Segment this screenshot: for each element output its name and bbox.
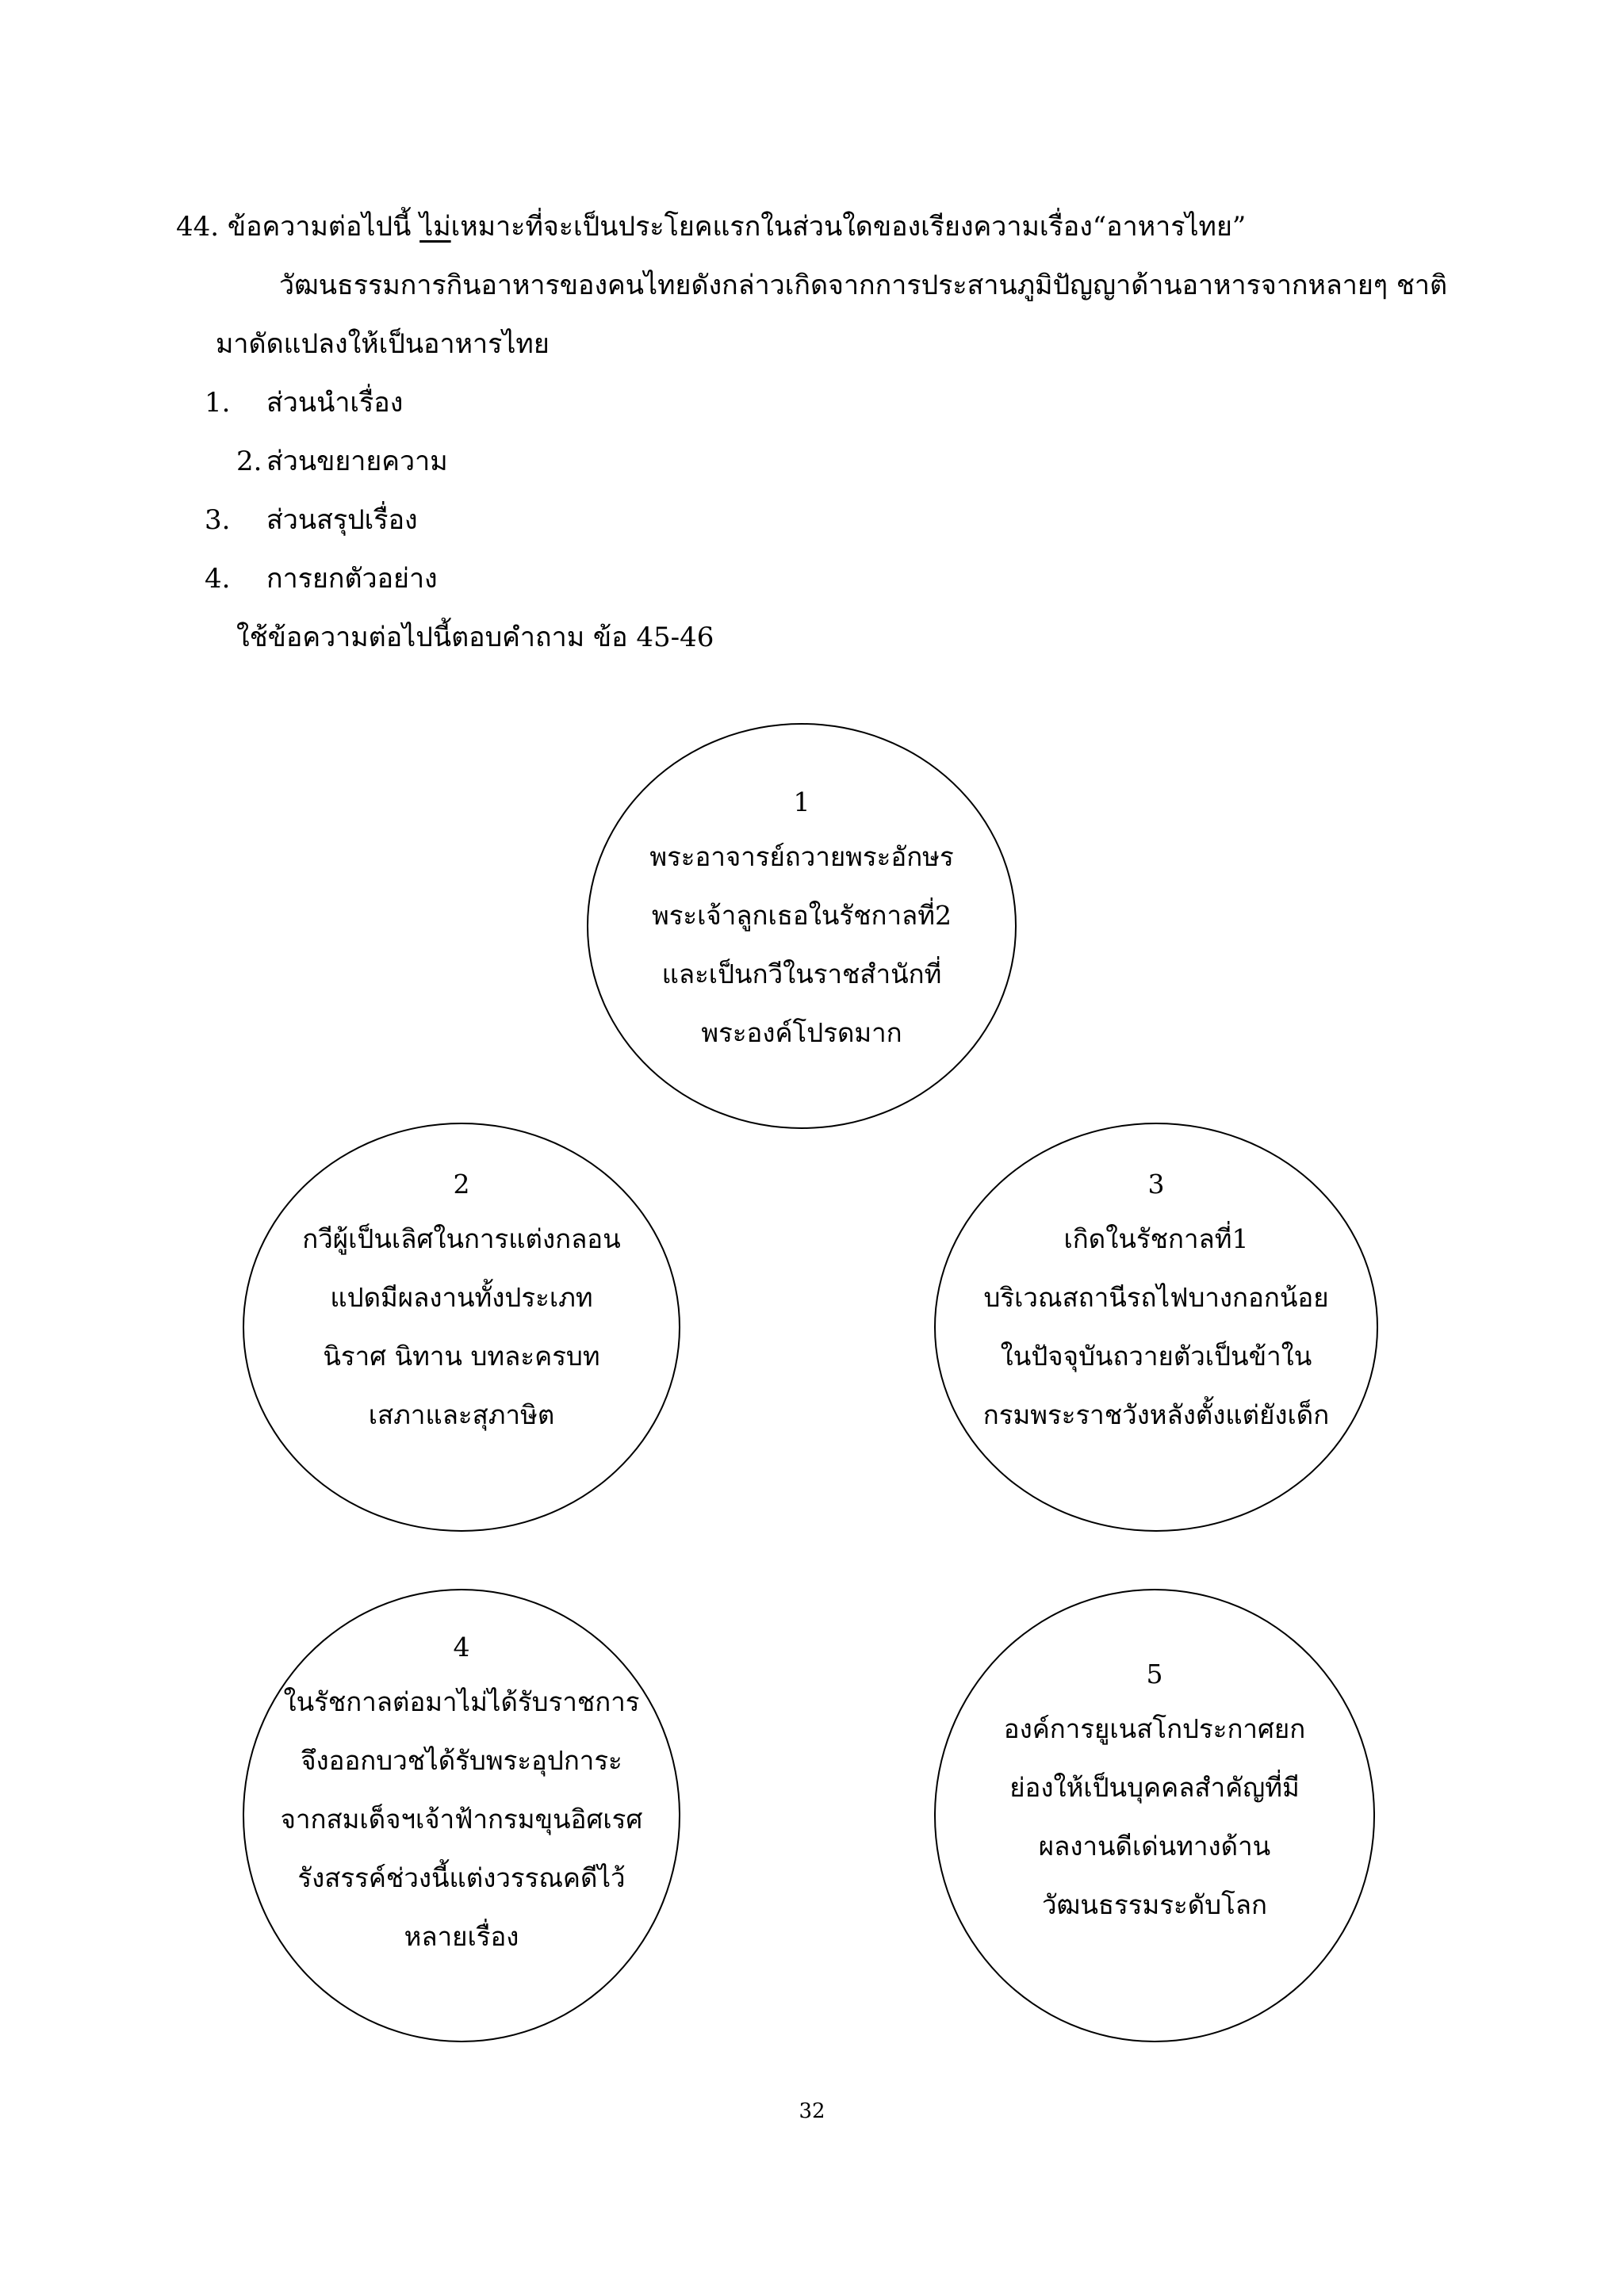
option-3 xyxy=(205,503,418,538)
circle-text-line: ผลงานดีเด่นทางด้าน xyxy=(1038,1831,1271,1862)
circle-number: 5 xyxy=(1146,1659,1163,1689)
circle-number: 2 xyxy=(453,1169,470,1200)
circle-number: 1 xyxy=(793,786,810,817)
circle-text-line: ในรัชกาลต่อมาไม่ได้รับราชการ xyxy=(283,1686,640,1717)
circle-text-line: ย่องให้เป็นบุคคลสำคัญที่มี xyxy=(1009,1772,1300,1803)
question-44-underlined-word: ไม่ xyxy=(419,211,451,243)
passage-line-2: มาดัดแปลงให้เป็นอาหารไทย xyxy=(216,328,550,360)
option-number: 3. xyxy=(205,504,231,536)
option-number: 4. xyxy=(205,563,231,595)
option-text: ส่วนขยายความ xyxy=(266,446,448,477)
question-44-suffix: เหมาะที่จะเป็นประโยคแรกในส่วนใดของเรียงความเรื่อง“อาหารไทย” xyxy=(450,211,1247,243)
circle-text-line: และเป็นกวีในราชสำนักที่ xyxy=(661,959,942,989)
option-4 xyxy=(205,561,438,596)
circle-text-line: กวีผู้เป็นเลิศในการแต่งกลอน xyxy=(302,1223,621,1254)
question-44-prefix: 44. ข้อความต่อไปนี้ xyxy=(176,211,420,243)
circle-text-line: นิราศ นิทาน บทละครบท xyxy=(323,1341,600,1372)
circle-text-line: จึงออกบวชได้รับพระอุปการะ xyxy=(301,1745,622,1776)
circle-text-line: พระเจ้าลูกเธอในรัชกาลที่2 xyxy=(651,900,952,931)
circle-text-line: กรมพระราชวังหลังตั้งแต่ยังเด็ก xyxy=(982,1399,1330,1430)
circle-2 xyxy=(243,1123,680,1532)
option-text: ส่วนสรุปเรื่อง xyxy=(266,504,418,536)
instruction-45-46: ใช้ข้อความต่อไปนี้ตอบคำถาม ข้อ 45-46 xyxy=(236,622,714,653)
option-text: การยกตัวอย่าง xyxy=(266,563,438,595)
circle-text-line: เกิดในรัชกาลที่1 xyxy=(1063,1223,1249,1254)
circle-text-line: ในปัจจุบันถวายตัวเป็นข้าใน xyxy=(1000,1341,1312,1372)
circle-text-line: จากสมเด็จฯเจ้าฟ้ากรมขุนอิศเรศ xyxy=(280,1804,643,1835)
circle-4 xyxy=(243,1589,680,2042)
circle-text-line: วัฒนธรรมระดับโลก xyxy=(1042,1889,1267,1920)
circle-3 xyxy=(934,1123,1378,1532)
option-number: 1. xyxy=(205,387,231,419)
option-1 xyxy=(205,385,403,420)
option-text: ส่วนนำเรื่อง xyxy=(266,387,404,419)
circle-text-line: รังสรรค์ช่วงนี้แต่งวรรณคดีไว้ xyxy=(297,1862,626,1893)
page-number: 32 xyxy=(799,2099,825,2123)
circle-text-line: พระอาจารย์ถวายพระอักษร xyxy=(649,841,954,872)
option-2 xyxy=(236,444,448,479)
circle-number: 3 xyxy=(1147,1169,1165,1200)
circle-5 xyxy=(934,1589,1375,2042)
option-number: 2. xyxy=(236,446,262,477)
circle-1 xyxy=(587,723,1017,1129)
circle-text-line: แปดมีผลงานทั้งประเภท xyxy=(330,1282,593,1313)
circle-number: 4 xyxy=(453,1632,470,1663)
circle-text-line: หลายเรื่อง xyxy=(404,1921,519,1952)
circle-text-line: บริเวณสถานีรถไฟบางกอกน้อย xyxy=(983,1282,1329,1313)
passage-line-1: วัฒนธรรมการกินอาหารของคนไทยดังกล่าวเกิดจากการประสานภูมิปัญญาด้านอาหารจากหลายๆ ชาติ xyxy=(279,270,1448,301)
question-44-stem xyxy=(176,209,1246,244)
circle-text-line: องค์การยูเนสโกประกาศยก xyxy=(1003,1713,1306,1744)
circle-text-line: เสภาและสุภาษิต xyxy=(368,1399,555,1430)
circle-text-line: พระองค์โปรดมาก xyxy=(701,1017,902,1048)
